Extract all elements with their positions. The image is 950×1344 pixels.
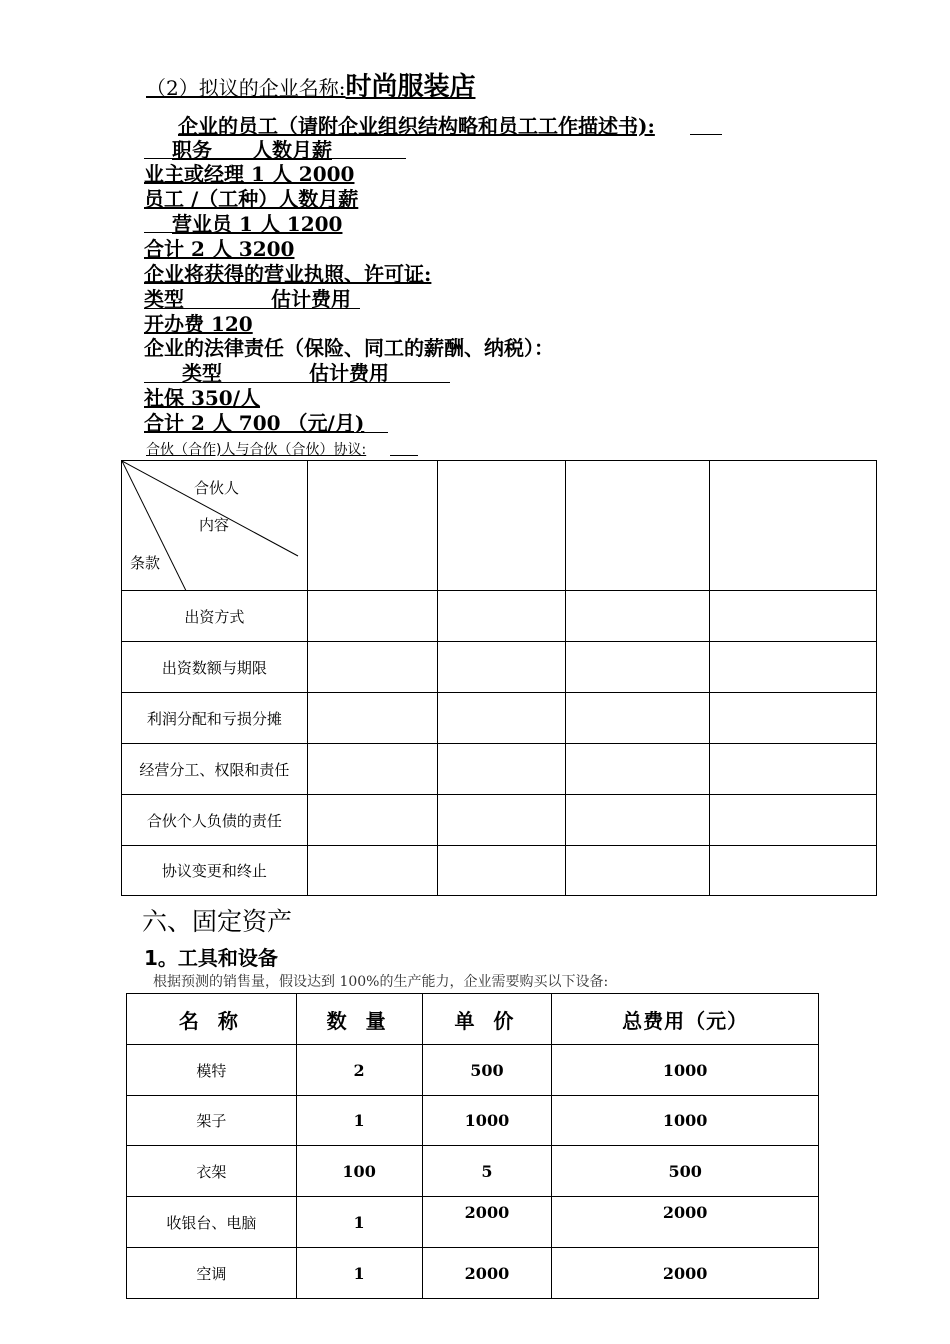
staff-total-row: 合计 2 人 3200 [144,237,295,261]
license-heading: 企业将获得的营业执照、许可证: [144,262,432,286]
partner-cell [437,795,566,846]
license-header-type: 类型 [144,287,184,311]
partner-row [122,693,877,744]
partner-cell [566,642,710,693]
legal-header-type: 类型 [182,361,222,385]
legal-header-underline [144,382,450,383]
partner-cell [566,795,710,846]
company-name-line [146,72,475,103]
equipment-row [127,1045,819,1096]
partner-row-label: 利润分配和亏损分摊 [122,693,308,744]
legal-heading: 企业的法律责任（保险、同工的薪酬、纳税）： [144,336,554,360]
license-header-cost: 估计费用 [270,287,351,311]
partner-header-row [122,461,877,591]
partner-row [122,591,877,642]
partner-cell [710,744,877,795]
staff-sales-underline-head [144,232,174,233]
partner-row-label: 合伙个人负债的责任 [122,795,308,846]
legal-social-row: 社保 350/人 [144,386,261,410]
partner-cell [307,642,437,693]
partner-row-label: 经营分工、权限和责任 [122,744,308,795]
item-qty: 100 [296,1146,422,1197]
col-header-qty: 数 量 [296,994,422,1045]
partner-row [122,744,877,795]
partner-cell [307,846,437,896]
partner-row-label: 出资方式 [122,591,308,642]
item-name: 收银台、电脑 [127,1197,297,1248]
item-price: 5 [422,1146,552,1197]
partner-caption: 合伙（合作)人与合伙（合伙）协议: [146,442,367,458]
partner-cell [710,846,877,896]
equipment-row [127,1146,819,1197]
partner-cell [710,795,877,846]
corner-content-label: 内容 [199,516,230,534]
staff-heading: 企业的员工（请附企业组织结构略和员工工作描述书): [178,114,655,138]
item-price: 2000 [422,1197,552,1248]
partner-cell [710,642,877,693]
partner-cell [437,693,566,744]
partner-cell [437,846,566,896]
partner-row-label: 出资数额与期限 [122,642,308,693]
partner-cell [566,846,710,896]
license-header-underline [144,308,360,309]
company-name-value: 时尚服装店 [345,72,476,102]
staff-sales-row: 营业员 1 人 1200 [172,212,343,236]
item-total: 2000 [552,1248,819,1299]
partner-cell [437,591,566,642]
partner-cell [566,693,710,744]
corner-clause-label: 条款 [130,554,161,572]
item-qty: 1 [296,1096,422,1146]
item-total: 1000 [552,1096,819,1146]
item-price: 2000 [422,1248,552,1299]
fixed-assets-heading: 六、固定资产 [142,907,293,936]
partner-cell [307,693,437,744]
partner-row-label: 协议变更和终止 [122,846,308,896]
col-header-price: 单 价 [422,994,552,1045]
equipment-header-row [127,994,819,1045]
item-total: 1000 [552,1045,819,1096]
equipment-row [127,1096,819,1146]
item-qty: 1 [296,1248,422,1299]
partner-cell [437,642,566,693]
partner-cell [307,461,437,591]
company-name-label: （2）拟议的企业名称: [146,76,346,100]
corner-partner-label: 合伙人 [194,479,240,497]
item-name: 模特 [127,1045,297,1096]
partner-caption-underline-tail [390,455,418,456]
partner-cell [710,693,877,744]
tools-subheading: 1。工具和设备 [144,946,278,970]
partner-corner-cell [122,461,308,591]
legal-header-cost: 估计费用 [308,361,389,385]
partner-cell [307,744,437,795]
item-price: 1000 [422,1096,552,1146]
staff-manager-row: 业主或经理 1 人 2000 [144,162,355,186]
partner-agreement-table [121,460,877,896]
item-price: 500 [422,1045,552,1096]
partner-cell [566,591,710,642]
item-total: 500 [552,1146,819,1197]
equipment-row [127,1197,819,1248]
partner-cell [437,744,566,795]
partner-cell [710,461,877,591]
legal-total-underline-tail [340,432,388,433]
staff-heading-underline-tail [690,134,722,135]
item-name: 空调 [127,1248,297,1299]
partner-row [122,642,877,693]
partner-cell [710,591,877,642]
partner-cell [307,795,437,846]
item-name: 架子 [127,1096,297,1146]
staff-header-row: 职务 人数月薪 [172,138,332,162]
staff-employee-header: 员工 /（工种）人数月薪 [144,187,359,211]
item-qty: 2 [296,1045,422,1096]
partner-row [122,846,877,896]
staff-header-underline [144,158,406,159]
item-name: 衣架 [127,1146,297,1197]
legal-total-row: 合计 2 人 700 （元/月) [144,411,365,435]
partner-row [122,795,877,846]
col-header-total: 总费用（元） [552,994,819,1045]
equipment-table [126,993,819,1299]
equipment-row [127,1248,819,1299]
item-total: 2000 [552,1197,819,1248]
partner-cell [307,591,437,642]
partner-cell [437,461,566,591]
partner-cell [566,461,710,591]
col-header-name: 名 称 [127,994,297,1045]
equipment-note: 根据预测的销售量，假设达到 100%的生产能力，企业需要购买以下设备: [153,974,609,990]
license-row: 开办费 120 [144,312,253,336]
item-qty: 1 [296,1197,422,1248]
partner-cell [566,744,710,795]
